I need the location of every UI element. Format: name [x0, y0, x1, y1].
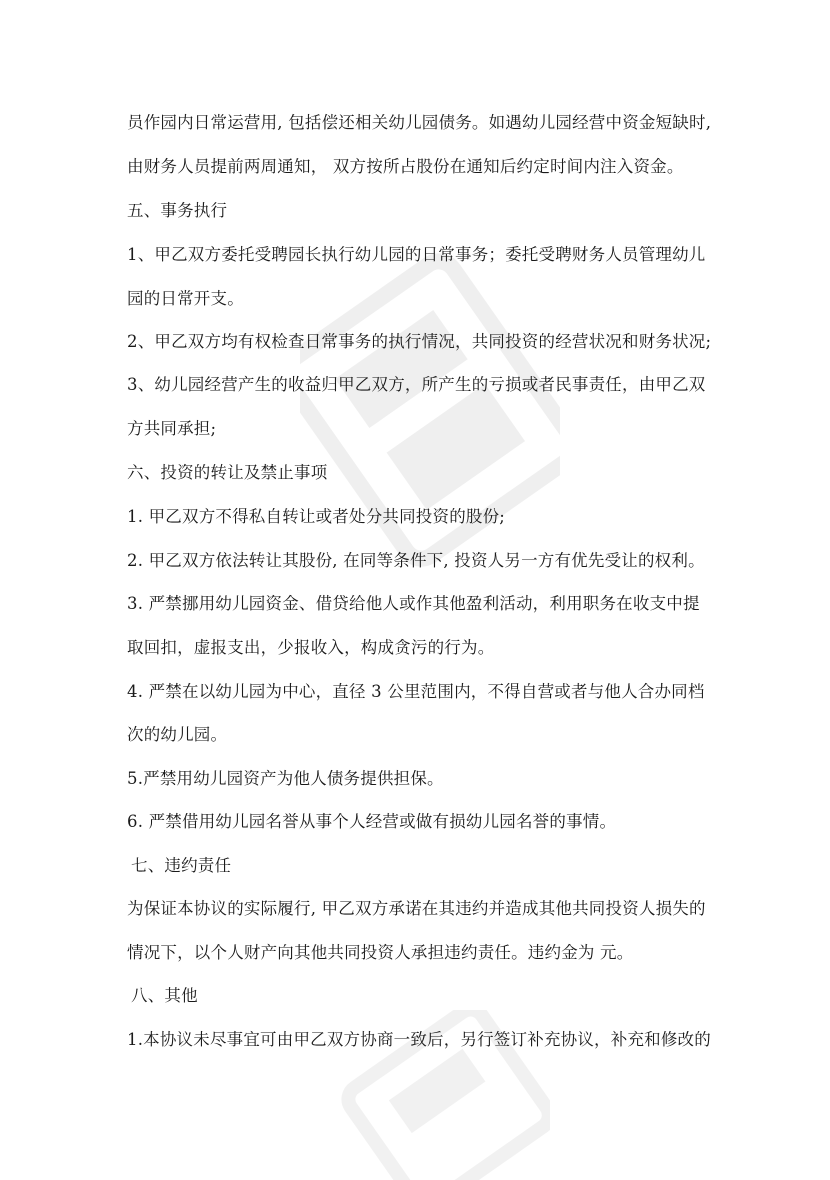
list-item-line: 1.本协议未尽事宜可由甲乙双方协商一致后，另行签订补充协议，补充和修改的 — [127, 1030, 711, 1049]
paragraph-line: 由财务人员提前两周通知， 双方按所占股份在通知后约定时间内注入资金。 — [127, 157, 684, 176]
list-item-line: 5.严禁用幼儿园资产为他人债务提供担保。 — [127, 769, 444, 788]
list-item-line: 次的幼儿园。 — [127, 725, 228, 744]
list-item-line: 2、甲乙双方均有权检查日常事务的执行情况，共同投资的经营状况和财务状况; — [127, 332, 712, 351]
list-item-line: 1. 甲乙双方不得私自转让或者处分共同投资的股份; — [127, 507, 506, 526]
list-item-line: 园的日常开支。 — [127, 289, 244, 308]
list-item-line: 1、甲乙双方委托受聘园长执行幼儿园的日常事务；委托受聘财务人员管理幼儿 — [127, 245, 706, 264]
list-item-line: 2. 甲乙双方依法转让其股份, 在同等条件下, 投资人另一方有优先受让的权利。 — [127, 551, 705, 570]
list-item-line: 方共同承担; — [127, 419, 217, 438]
list-item-line: 取回扣，虚报支出，少报收入，构成贪污的行为。 — [127, 638, 495, 657]
section-heading-6: 六、投资的转让及禁止事项 — [127, 463, 328, 482]
list-item-line: 3、幼儿园经营产生的收益归甲乙双方，所产生的亏损或者民事责任，由甲乙双 — [127, 375, 706, 394]
paragraph-line: 员作园内日常运营用, 包括偿还相关幼儿园债务。如遇幼儿园经营中资金短缺时, — [127, 113, 712, 132]
list-item-line: 6. 严禁借用幼儿园名誉从事个人经营或做有损幼儿园名誉的事情。 — [127, 812, 617, 831]
paragraph-line: 为保证本协议的实际履行, 甲乙双方承诺在其违约并造成其他共同投资人损失的 — [127, 899, 706, 918]
section-heading-8: 八、其他 — [131, 986, 198, 1005]
list-item-line: 4. 严禁在以幼儿园为中心，直径 3 公里范围内，不得自营或者与他人合办同档 — [127, 682, 705, 701]
section-heading-7: 七、违约责任 — [131, 856, 232, 875]
section-heading-5: 五、事务执行 — [127, 201, 228, 220]
paragraph-line: 情况下，以个人财产向其他共同投资人承担违约责任。违约金为 元。 — [127, 943, 634, 962]
list-item-line: 3. 严禁挪用幼儿园资金、借贷给他人或作其他盈利活动，利用职务在收支中提 — [127, 594, 700, 613]
